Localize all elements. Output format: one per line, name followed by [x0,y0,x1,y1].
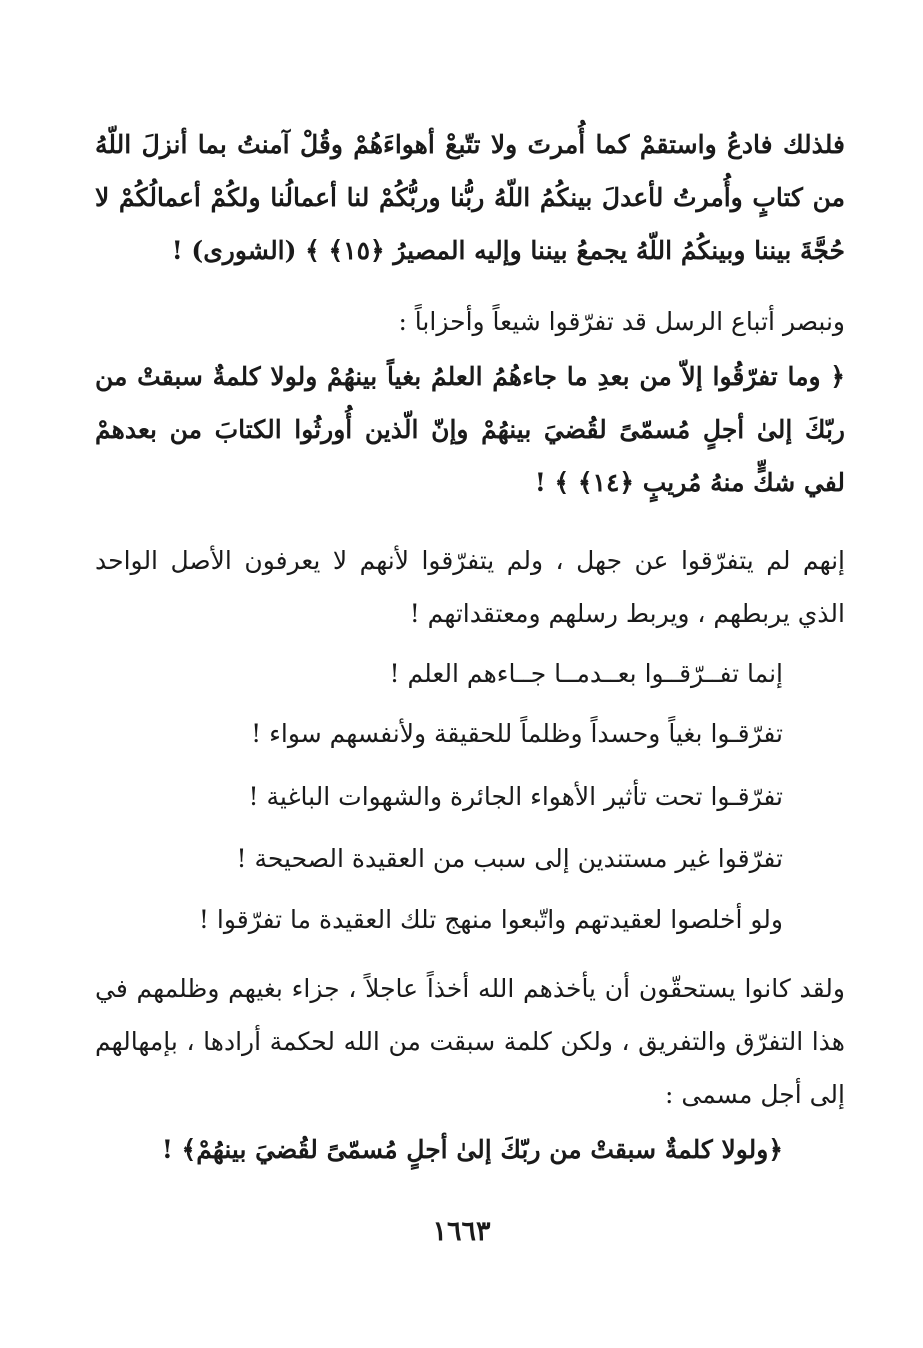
indented-line-5: ولو أخلصوا لعقيدتهم واتّبعوا منهج تلك العقيدة ما تفرّقوا ! [198,905,783,934]
page-number: ١٦٦٣ [432,1216,491,1247]
quran-verse-14: ﴿ وما تفرّقُوا إلاّ من بعدِ ما جاءهُمُ العلمُ بغياً بينهُمْ ولولا كلمةٌ سبقتْ من ربّكَ إلىٰ أجلٍ مُسمّىً لقُضيَ بينهُمْ وإنّ الّذين أُورثُوا الكتابَ من بعدهمْ لفي شكٍّ منهُ مُريبٍ ﴿١٤﴾ ﴾ ! [95,362,845,497]
paragraph-deserved: ولقد كانوا يستحقّون أن يأخذهم الله أخذاً عاجلاً ، جزاء بغيهم وظلمهم في هذا التفرّق والتفريق ، ولكن كلمة سبقت من الله لحكمة أرادها ، بإمهالهم إلى أجل مسمى : [95,974,845,1109]
indented-line-1: إنما تفــرّقــوا بعــدمــا جــاءهم العلم ! [389,659,783,688]
indented-line-2: تفرّقـوا بغياً وحسداً وظلماً للحقيقة ولأنفسهم سواء ! [251,719,783,748]
quran-closing-verse: ﴿ولولا كلمةٌ سبقتْ من ربّكَ إلىٰ أجلٍ مُسمّىً لقُضيَ بينهُمْ﴾ ! [161,1135,783,1164]
paragraph-ignorance: إنهم لم يتفرّقوا عن جهل ، ولم يتفرّقوا لأنهم لا يعرفون الأصل الواحد الذي يربطهم ، ويربط رسلهم ومعتقداتهم ! [95,546,845,628]
quran-verse-shura: فلذلك فادعُ واستقمْ كما أُمرتَ ولا تتّبعْ أهواءَهُمْ وقُلْ آمنتُ بما أنزلَ اللّهُ من كتابٍ وأُمرتُ لأعدلَ بينكُمُ اللّهُ ربُّنا وربُّكُمْ لنا أعمالُنا ولكُمْ أعمالُكُمْ لا حُجَّةَ بيننا وبينكُمُ اللّهُ يجمعُ بيننا وإليه المصيرُ ﴿١٥﴾ ﴾ (الشورى) ! [95,130,845,265]
paragraph-intro-divided: ونبصر أتباع الرسل قد تفرّقوا شيعاً وأحزاباً : [398,307,845,336]
indented-line-4: تفرّقوا غير مستندين إلى سبب من العقيدة الصحيحة ! [236,844,783,873]
indented-line-3: تفرّقـوا تحت تأثير الأهواء الجائرة والشهوات الباغية ! [248,782,783,811]
